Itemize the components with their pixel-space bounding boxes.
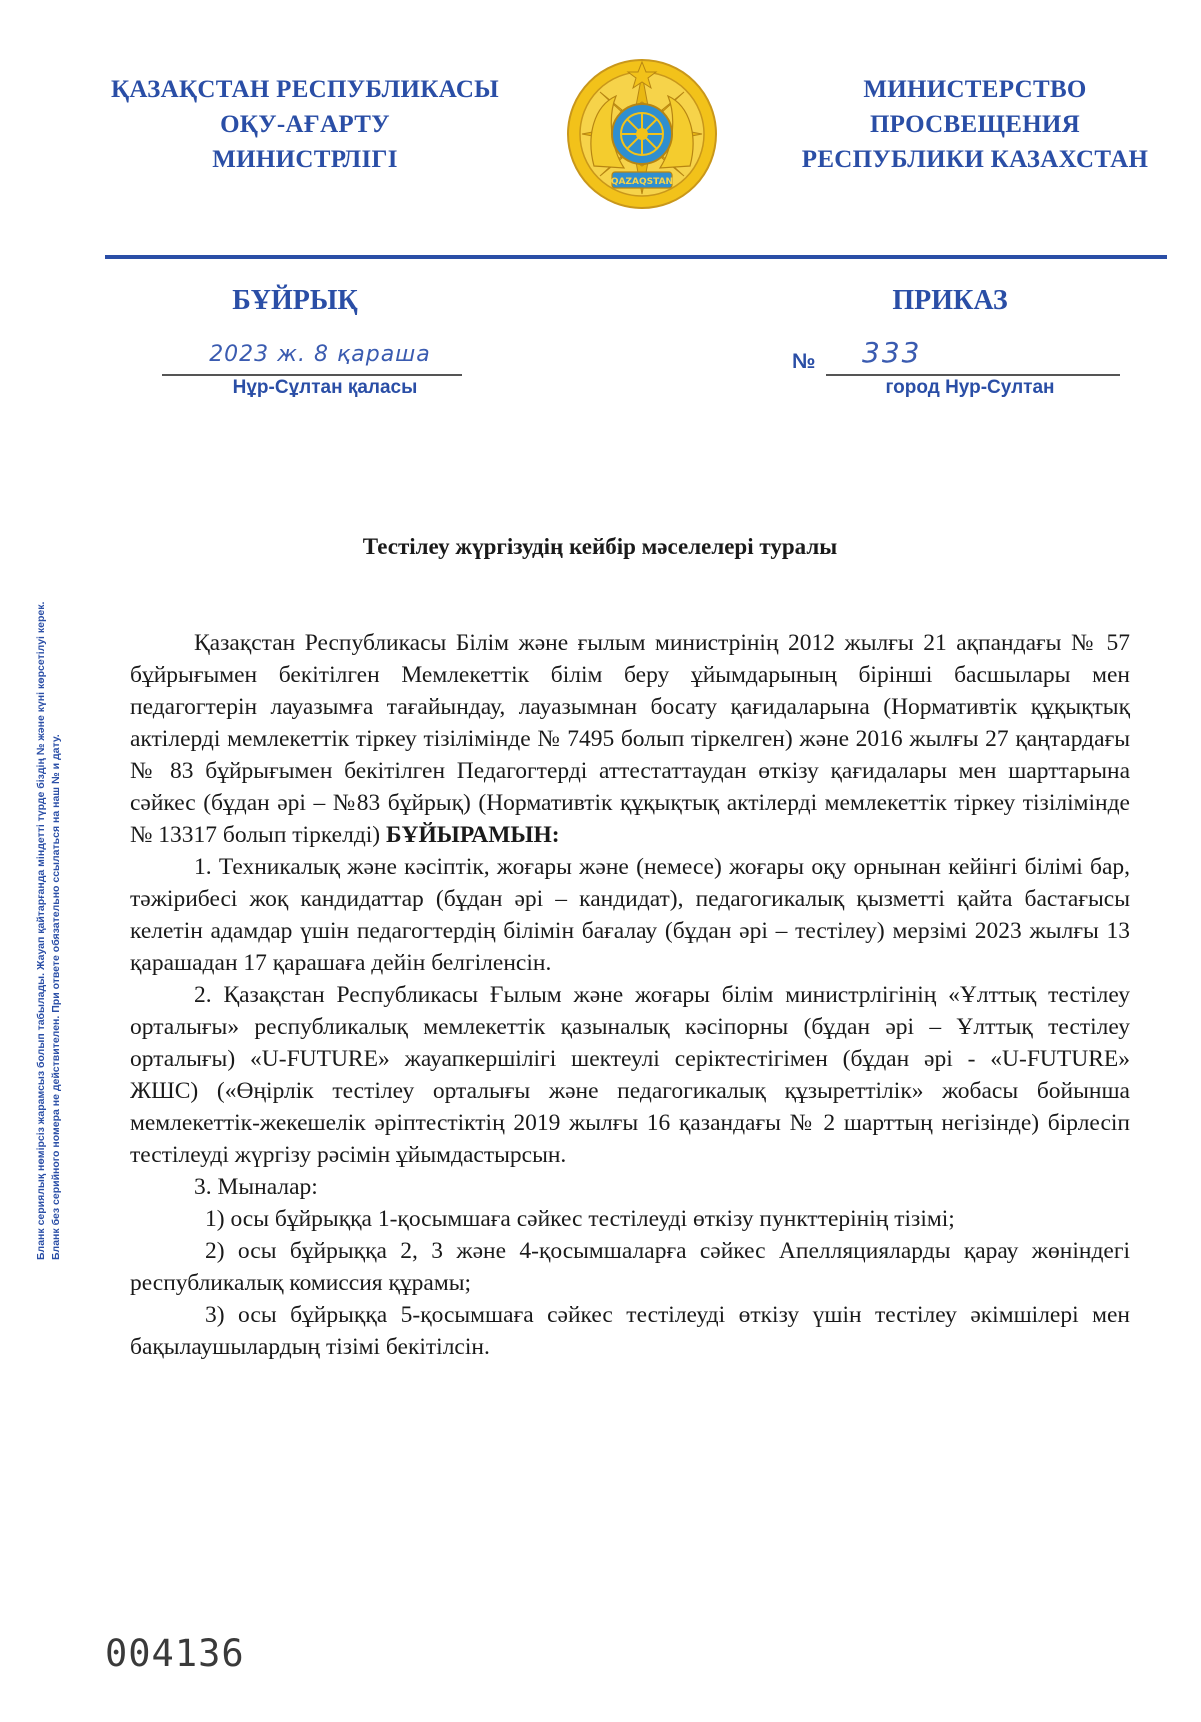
ministry-ru-line-2: ПРОСВЕЩЕНИЯ [869,111,1081,138]
number-underline [826,374,1120,376]
paragraph-1: 1. Техникалық және кәсіптік, жоғары және (немесе) жоғары оқу орнынан кейінгі білімі бар, тәжірибесі жоқ кандидаттар (бұдан әрі – кандидат), педагогикалық қызметті қайта бастағысы келетін адамдар үшін педагогтердің білімін бағалау (бұдан әрі – тестілеу) мерзімі 2023 жылғы 13 қарашадан 17 қарашаға дейін белгіленсін. [130,854,1130,976]
order-title-ru: ПРИКАЗ [892,285,1008,316]
order-number-handwritten: 333 [862,336,922,369]
ministry-name-ru [770,72,1180,177]
city-label-kz: Нұр-Сұлтан қаласы [232,377,418,398]
order-word: БҰЙЫРАМЫН: [386,822,560,848]
ministry-kz-line-2: ОҚУ-АҒАРТУ [220,111,390,138]
side-note-line-ru: Бланк без серийного номера не действителен. При ответе обязательно ссылаться на наш № и дату. [50,734,62,1260]
paragraph-2: 2. Қазақстан Республикасы Ғылым және жоғары білім министрлігінің «Ұлттық тестілеу орталығы» республикалық мемлекеттік қазыналық кәсіпорны (бұдан әрі – Ұлттық тестілеу орталығы) «U-FUTURE» жауапкершілігі шектеулі серіктестігімен (бұдан әрі - «U-FUTURE» ЖШС) («Өңірлік тестілеу орталығы және педагогикалық құзыреттілік» жобасы бойынша мемлекеттік-жекешелік әріптестіктің 2019 жылғы 16 қазандағы № 2 шарттың негізінде) бірлесіп тестілеуді жүргізу рәсімін ұйымдастырсын. [130,982,1130,1168]
order-date-handwritten: 2023 ж. 8 қараша [209,342,431,367]
ministry-kz-line-1: ҚАЗАҚСТАН РЕСПУБЛИКАСЫ [110,76,500,103]
serial-number: 004136 [105,1632,245,1675]
document-title: Тестілеу жүргізудің кейбір мәселелері туралы [362,534,838,559]
order-title-kz: БҰЙРЫҚ [232,285,358,316]
side-note-line-kz: Бланк сериялық нөмірсіз жарамсыз болып табылады. Жауап қайтарғанда міндетті түрде біздің № және күні көрсетілуі керек. [35,601,47,1260]
city-label-ru: город Нур-Султан [885,377,1055,398]
paragraph-3: 3. Мыналар: [194,1174,318,1200]
date-underline [162,374,462,376]
ministry-kz-line-3: МИНИСТРЛІГІ [212,146,398,173]
preamble-paragraph [130,627,1130,851]
ministry-ru-line-3: РЕСПУБЛИКИ КАЗАХСТАН [801,146,1149,173]
header-divider [105,255,1167,259]
side-note [34,470,86,1260]
state-emblem-icon [564,56,720,212]
paragraph-3-item-1: 1) осы бұйрыққа 1-қосымшаға сәйкес тестілеуді өткізу пункттерінің тізімі; [205,1206,955,1232]
ministry-ru-line-1: МИНИСТЕРСТВО [863,76,1087,103]
emblem-ribbon-text: QAZAQSTAN [610,177,674,187]
paragraph-3-item-3: 3) осы бұйрыққа 5-қосымшаға сәйкес тестілеуді өткізу үшін тестілеу әкімшілері мен бақылаушылардың тізімі бекітілсін. [130,1302,1130,1360]
ministry-name-kz [95,72,515,177]
order-number-sign: № [792,350,816,373]
document-body [130,627,1130,1363]
preamble-text: Қазақстан Республикасы Білім және ғылым министрінің 2012 жылғы 21 ақпандағы № 57 бұйрығымен бекітілген Мемлекеттік білім беру ұйымдарының бірінші басшылары мен педагогтерін лауазымға тағайындау, лауазымнан босату қағидаларына (Нормативтік құқықтық актілерді мемлекеттік тіркеу тізілімінде № 7495 болып тіркелген) және 2016 жылғы 27 қаңтардағы № 83 бұйрығымен бекітілген Педагогтерді аттестаттаудан өткізу қағидалары мен шарттарына сәйкес (бұдан әрі – №83 бұйрық) (Нормативтік құқықтық актілерді мемлекеттік тіркеу тізілімінде № 13317 болып тіркелді) [130,630,1130,848]
paragraph-3-item-2: 2) осы бұйрыққа 2, 3 және 4-қосымшаларға сәйкес Апелляцияларды қарау жөніндегі республикалық комиссия құрамы; [130,1238,1130,1296]
